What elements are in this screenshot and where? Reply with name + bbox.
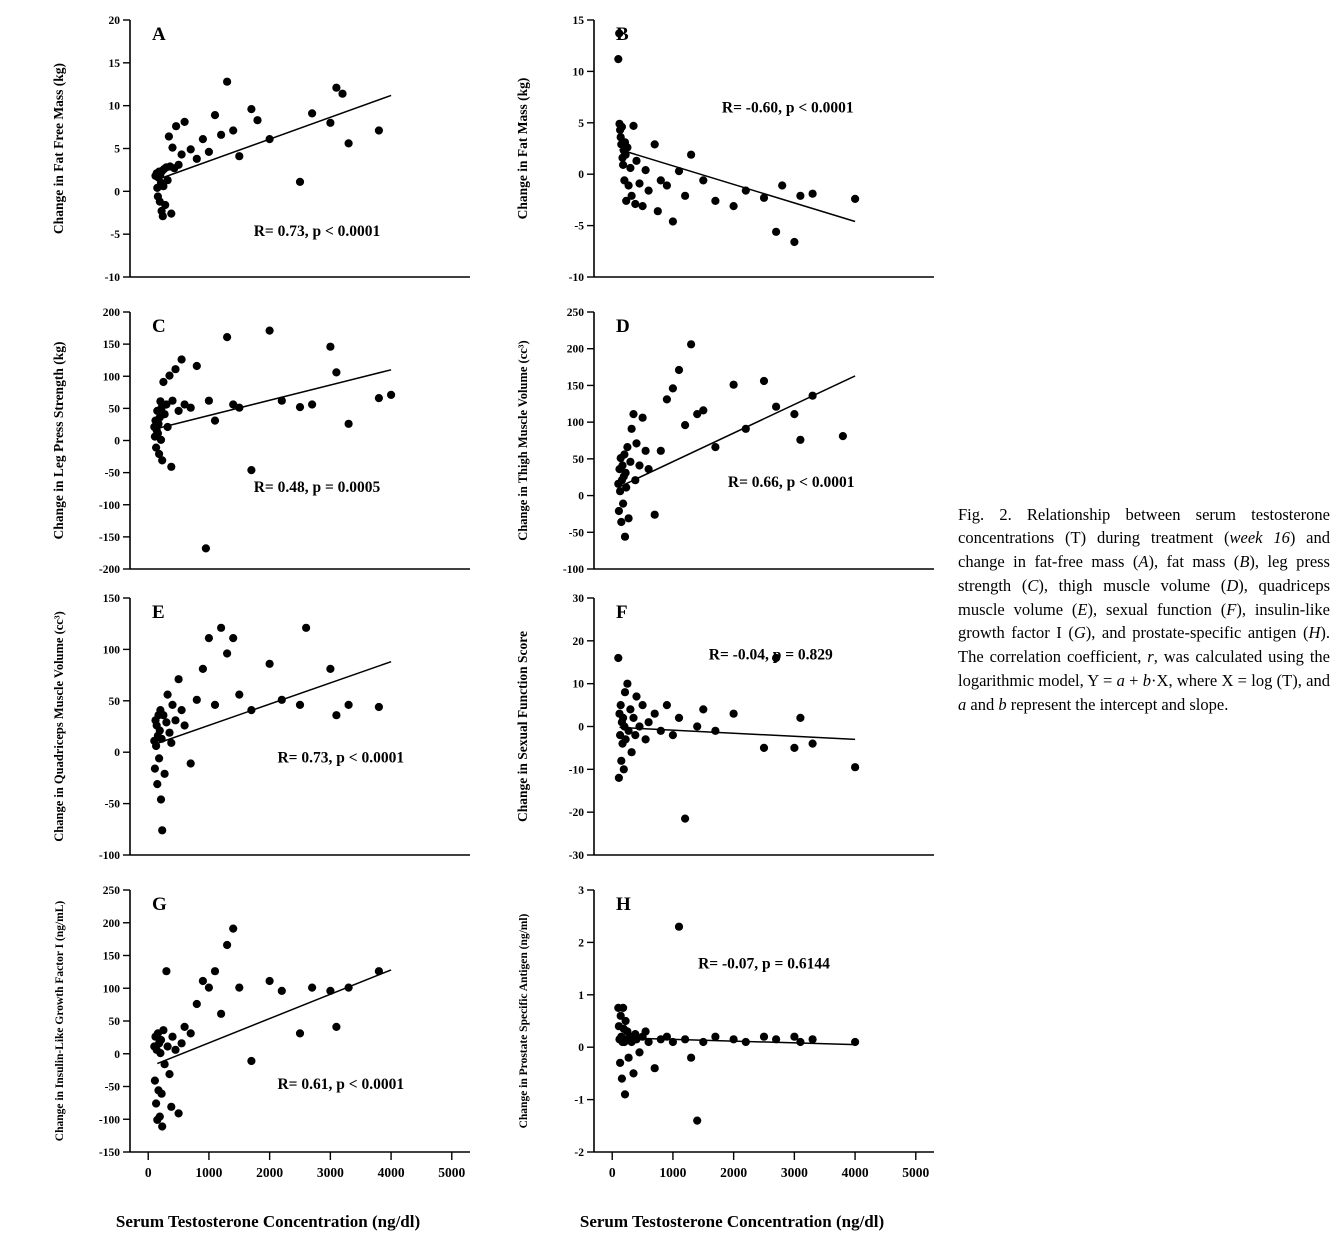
figure-caption: Fig. 2. Relationship between serum testosterone concentrations (T) during treatment (week 16) and change in fat-free mass (A), fat mass (B), leg press strength (C), thigh muscle volume (D), quadriceps muscle volume (E), sexual function (F), insulin-like growth factor I (G), and prostate-specific antigen (H). The correlation coefficient, r, was calculated using the logarithmic model, Y = a + b·X, where X = log (T), and a and b represent the intercept and slope. [958, 504, 1331, 714]
x-axis-title-right: Serum Testosterone Concentration (ng/dl) [579, 1212, 885, 1231]
svg-text:0: 0 [144, 1165, 152, 1180]
svg-text:-2: -2 [574, 1147, 584, 1159]
svg-text:0: 0 [114, 1048, 120, 1061]
panel-letter: F [616, 602, 628, 623]
y-axis-label: Change in Quadriceps Muscle Volume (cc³) [52, 611, 66, 842]
svg-text:-5: -5 [110, 229, 120, 242]
svg-text:-100: -100 [98, 850, 120, 862]
scatter-points [150, 624, 383, 835]
svg-text:5: 5 [578, 117, 584, 130]
svg-text:-50: -50 [104, 1081, 120, 1094]
y-axis-label: Change in Insulin-Like Growth Factor I (ng/mL) [54, 900, 66, 1142]
y-tick-labels [574, 885, 594, 1159]
correlation-annotation: R= -0.60, p < 0.0001 [721, 99, 854, 117]
svg-text:50: 50 [108, 1016, 120, 1028]
svg-text:4000: 4000 [841, 1165, 869, 1180]
svg-text:0: 0 [578, 1042, 584, 1055]
y-tick-labels [105, 15, 130, 284]
panel-letter: C [152, 316, 166, 337]
panel-b-chart [512, 6, 952, 298]
svg-text:-20: -20 [568, 807, 584, 820]
y-axis-label: Change in Fat Mass (kg) [515, 77, 530, 220]
correlation-annotation: R= -0.07, p = 0.6144 [698, 955, 830, 973]
panel-B-svg [512, 6, 952, 293]
x-axis-title-left: Serum Testosterone Concentration (ng/dl) [115, 1212, 421, 1231]
y-axis-label: Change in Prostate Specific Antigen (ng/ml) [518, 913, 530, 1129]
y-axis-label: Change in Thigh Muscle Volume (cc³) [516, 340, 530, 541]
svg-text:0: 0 [114, 747, 120, 760]
svg-text:3000: 3000 [780, 1165, 808, 1180]
panel-c-chart [48, 298, 488, 590]
scatter-points [150, 925, 383, 1131]
panel-F-svg [512, 584, 952, 871]
trend-line [620, 376, 856, 487]
svg-text:150: 150 [102, 593, 120, 605]
svg-text:100: 100 [566, 417, 584, 430]
panel-E-svg [48, 584, 488, 871]
panel-D-svg [512, 298, 952, 585]
svg-text:10: 10 [108, 100, 120, 113]
y-tick-labels [569, 15, 594, 284]
correlation-annotation: R= 0.73, p < 0.0001 [277, 749, 405, 767]
scatter-points [150, 327, 395, 553]
svg-text:100: 100 [102, 371, 120, 384]
svg-text:5000: 5000 [902, 1165, 930, 1180]
panel-letter: B [616, 24, 629, 45]
svg-text:200: 200 [102, 307, 120, 319]
svg-text:0: 0 [608, 1165, 616, 1180]
svg-text:-5: -5 [574, 220, 584, 233]
svg-text:30: 30 [572, 593, 584, 605]
y-tick-labels [99, 593, 130, 862]
svg-text:1000: 1000 [195, 1165, 223, 1180]
y-axis-label: Change in Sexual Function Score [515, 630, 530, 823]
svg-text:0: 0 [578, 490, 584, 503]
svg-text:0: 0 [114, 435, 120, 448]
panel-C-svg [48, 298, 488, 585]
svg-text:-100: -100 [562, 564, 584, 576]
panel-a-chart [48, 6, 488, 298]
panel-e-chart [48, 584, 488, 876]
svg-text:-10: -10 [568, 272, 584, 284]
svg-text:2: 2 [578, 937, 584, 950]
svg-text:-10: -10 [568, 764, 584, 777]
svg-text:200: 200 [102, 917, 120, 930]
x-tick-labels [145, 1152, 466, 1180]
svg-text:-150: -150 [98, 531, 120, 544]
panel-H-svg [512, 876, 952, 1206]
y-tick-labels [99, 307, 130, 576]
panel-letter: A [152, 24, 166, 45]
panel-h-chart [512, 876, 952, 1211]
svg-text:50: 50 [108, 695, 120, 708]
panel-f-chart [512, 584, 952, 876]
panel-letter: H [616, 894, 631, 915]
svg-text:100: 100 [102, 983, 120, 996]
svg-text:-200: -200 [98, 564, 120, 576]
svg-text:5000: 5000 [438, 1165, 466, 1180]
y-axis-label: Change in Fat Free Mass (kg) [51, 62, 66, 235]
correlation-annotation: R= -0.04, p = 0.829 [708, 646, 833, 664]
panel-letter: D [616, 316, 630, 337]
svg-text:3000: 3000 [316, 1165, 344, 1180]
panel-G-svg [48, 876, 488, 1206]
svg-text:50: 50 [108, 403, 120, 416]
scatter-points [614, 29, 859, 246]
svg-text:250: 250 [566, 307, 584, 319]
correlation-annotation: R= 0.73, p < 0.0001 [253, 222, 381, 240]
svg-text:150: 150 [566, 380, 584, 393]
trend-line [157, 970, 391, 1064]
svg-text:10: 10 [572, 66, 584, 79]
svg-text:2000: 2000 [720, 1165, 748, 1180]
panel-d-chart [512, 298, 952, 590]
panel-A-svg [48, 6, 488, 293]
svg-text:150: 150 [102, 950, 120, 963]
panel-letter: E [152, 602, 165, 623]
scatter-points [614, 340, 847, 541]
correlation-annotation: R= 0.61, p < 0.0001 [277, 1076, 405, 1094]
svg-text:-30: -30 [568, 850, 584, 862]
y-axis-label: Change in Leg Press Strength (kg) [51, 341, 66, 540]
svg-text:10: 10 [572, 678, 584, 691]
svg-text:20: 20 [108, 15, 120, 27]
svg-text:100: 100 [102, 644, 120, 657]
svg-text:15: 15 [572, 15, 584, 27]
svg-text:-150: -150 [98, 1147, 120, 1159]
y-tick-labels [99, 885, 130, 1159]
y-tick-labels [563, 307, 594, 576]
scatter-points [614, 923, 859, 1125]
svg-text:-100: -100 [98, 1114, 120, 1127]
svg-text:0: 0 [578, 169, 584, 182]
y-tick-labels [569, 593, 594, 862]
svg-text:50: 50 [572, 453, 584, 466]
svg-text:150: 150 [102, 339, 120, 352]
trend-line [620, 727, 856, 739]
svg-text:0: 0 [578, 721, 584, 734]
correlation-annotation: R= 0.48, p = 0.0005 [253, 478, 381, 496]
svg-text:-100: -100 [98, 499, 120, 512]
svg-text:2000: 2000 [256, 1165, 284, 1180]
x-tick-labels [609, 1152, 930, 1180]
svg-text:20: 20 [572, 635, 584, 648]
svg-text:15: 15 [108, 57, 120, 70]
svg-text:1000: 1000 [659, 1165, 687, 1180]
scatter-points [151, 78, 383, 221]
trend-line [156, 662, 392, 744]
svg-text:250: 250 [102, 885, 120, 897]
panel-letter: G [152, 894, 167, 915]
svg-text:3: 3 [578, 885, 584, 897]
panel-g-chart [48, 876, 488, 1211]
svg-text:4000: 4000 [377, 1165, 405, 1180]
svg-text:1: 1 [578, 989, 584, 1002]
trend-line [156, 370, 392, 429]
svg-text:-50: -50 [104, 467, 120, 480]
svg-text:-50: -50 [568, 527, 584, 540]
svg-text:200: 200 [566, 343, 584, 356]
correlation-annotation: R= 0.66, p < 0.0001 [727, 473, 855, 491]
svg-text:-1: -1 [574, 1094, 584, 1107]
svg-text:-10: -10 [104, 272, 120, 284]
svg-text:0: 0 [114, 186, 120, 199]
svg-text:-50: -50 [104, 798, 120, 811]
svg-text:5: 5 [114, 143, 120, 156]
trend-line [160, 95, 391, 178]
